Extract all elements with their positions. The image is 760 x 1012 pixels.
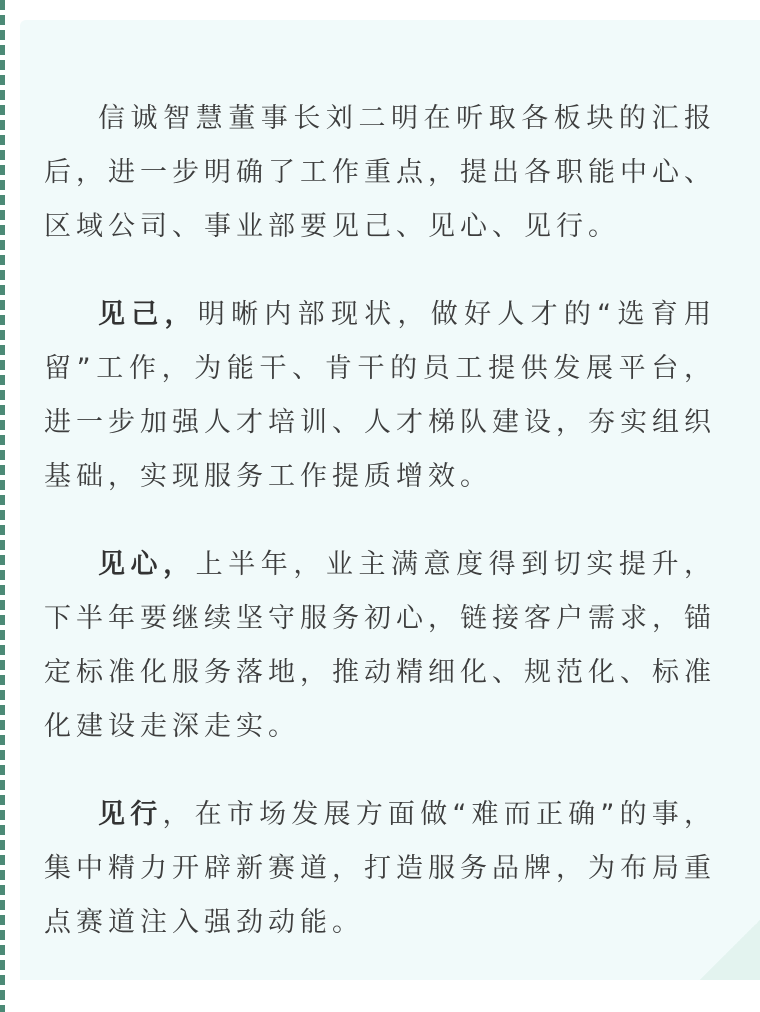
paragraph-jian-xing <box>44 788 716 950</box>
paragraph-jian-ji <box>44 288 716 504</box>
article-body <box>44 92 716 980</box>
paragraph-jian-xin-text: 上半年，业主满意度得到切实提升，下半年要继续坚守服务初心，链接客户需求，锚定标准化服务落地，推动精细化、规范化、标准化建设走深走实。 <box>44 549 717 742</box>
paragraph-intro-text: 信诚智慧董事长刘二明在听取各板块的汇报后，进一步明确了工作重点，提出各职能中心、区域公司、事业部要见己、见心、见行。 <box>44 103 716 242</box>
paragraph-intro <box>44 92 716 254</box>
corner-fold-decoration <box>700 920 760 980</box>
paragraph-jian-xin <box>44 538 716 754</box>
paragraph-jian-ji-text: 明晰内部现状，做好人才的“选育用留”工作，为能干、肯干的员工提供发展平台，进一步加强人才培训、人才梯队建设，夯实组织基础，实现服务工作提质增效。 <box>44 299 716 492</box>
dashed-left-border <box>0 0 5 1012</box>
paragraph-jian-xin-lead: 见心， <box>98 549 196 580</box>
article-card <box>20 20 760 980</box>
paragraph-jian-xing-text: ，在市场发展方面做“难而正确”的事，集中精力开辟新赛道，打造服务品牌，为布局重点赛道注入强劲动能。 <box>44 799 717 938</box>
paragraph-jian-xing-lead: 见行 <box>98 799 163 830</box>
paragraph-jian-ji-lead: 见己， <box>98 299 198 330</box>
